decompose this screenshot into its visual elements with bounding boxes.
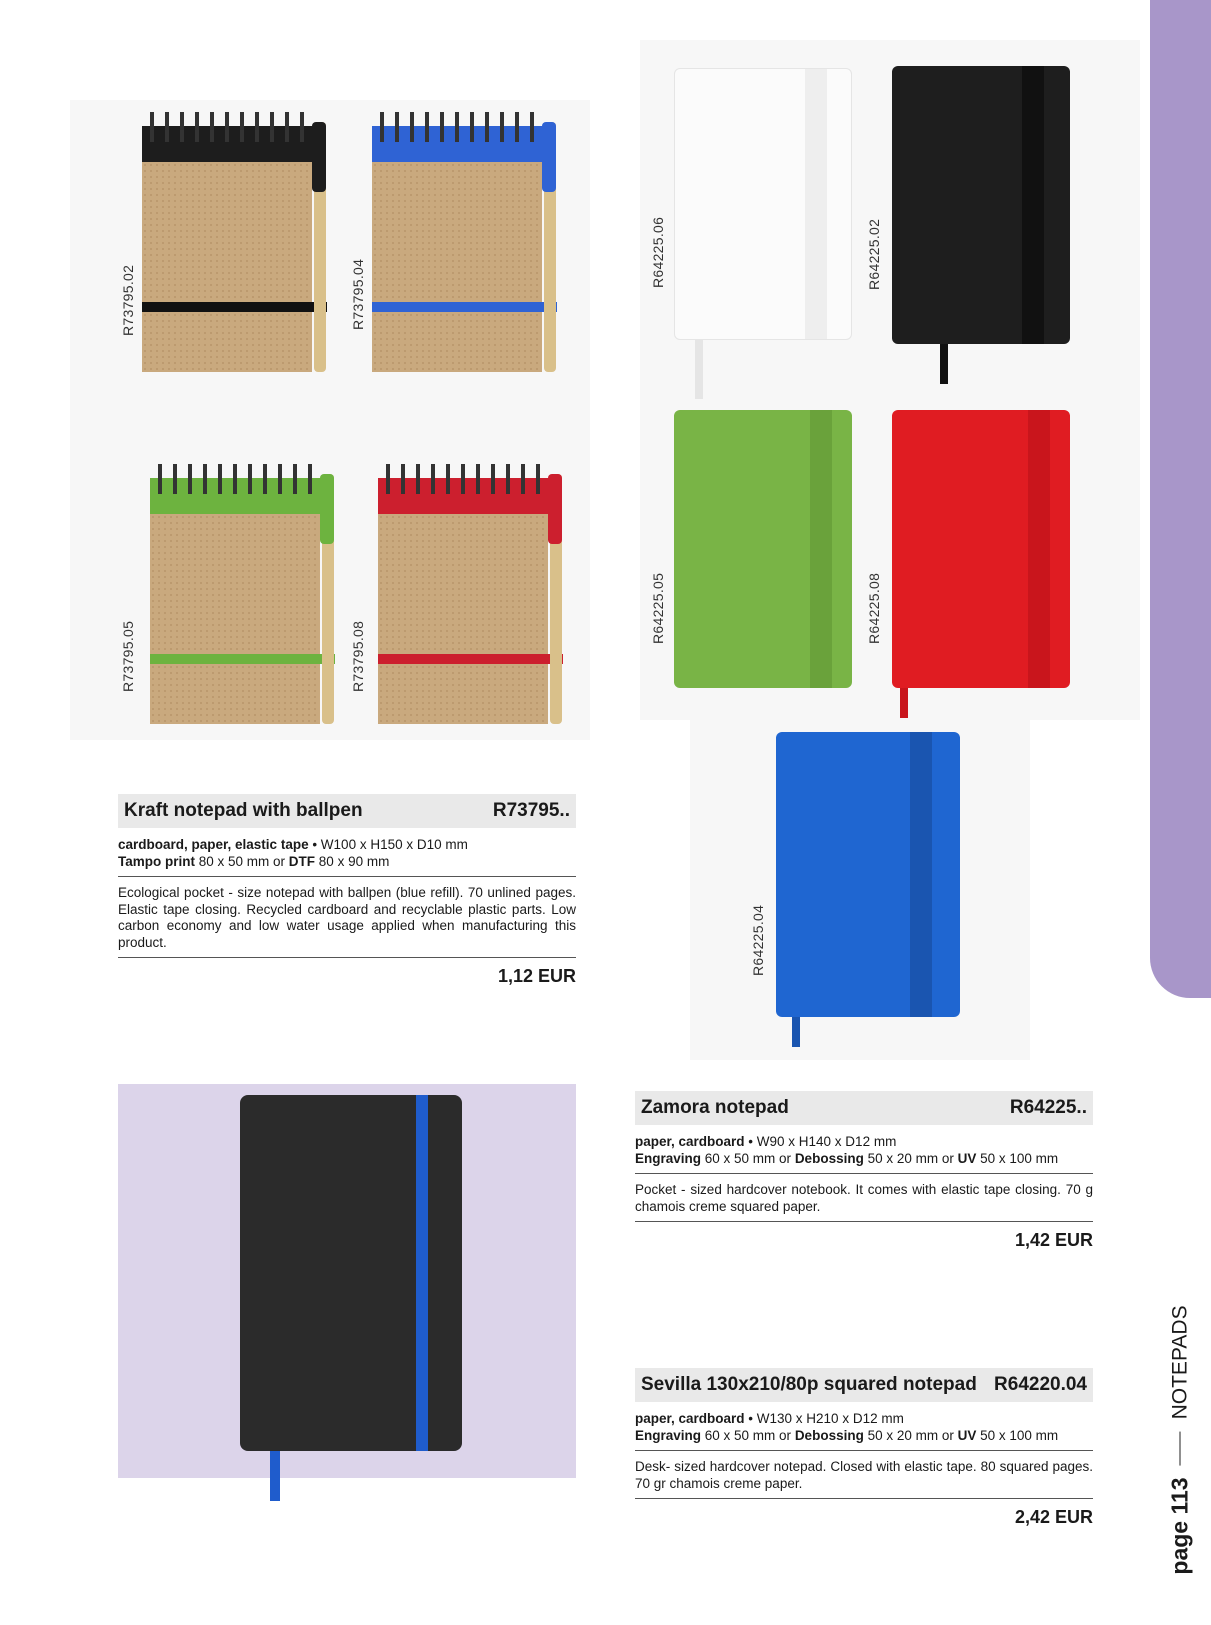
kraft-notepad-green — [150, 464, 320, 724]
print-method: Tampo print — [118, 854, 195, 869]
product-code: R64220.04 — [994, 1374, 1087, 1395]
print-size: 60 x 50 mm or — [701, 1151, 795, 1166]
page-number: page 113 — [1166, 1477, 1193, 1575]
product-code: R73795.. — [492, 800, 570, 821]
dimensions: • W130 x H210 x D12 mm — [744, 1411, 904, 1426]
sku-label: R64225.08 — [866, 572, 882, 644]
print-size: 60 x 50 mm or — [701, 1428, 795, 1443]
sku-label: R64225.04 — [750, 904, 766, 976]
print-method: Engraving — [635, 1428, 702, 1443]
product-description: Pocket - sized hardcover notebook. It comes with elastic tape closing. 70 g chamois creme squared paper. — [635, 1182, 1093, 1214]
sku-label: R73795.05 — [120, 620, 136, 692]
sku-label: R64225.02 — [866, 218, 882, 290]
print-size: 80 x 90 mm — [315, 854, 390, 869]
kraft-info — [118, 794, 576, 987]
zamora-green — [674, 410, 852, 688]
kraft-notepad-red — [378, 464, 548, 724]
materials: paper, cardboard — [635, 1411, 745, 1426]
divider — [635, 1173, 1093, 1174]
dimensions: • W90 x H140 x D12 mm — [744, 1134, 897, 1149]
zamora-blue — [776, 732, 960, 1017]
product-description: Ecological pocket - size notepad with ballpen (blue refill). 70 unlined pages. Elastic tape closing. Recycled cardboard and recyclable plastic parts. Low carbon economy and low water usage applied when manufacturing this product. — [118, 885, 576, 950]
product-price: 1,12 EUR — [497, 966, 576, 986]
product-specs — [635, 1133, 1093, 1167]
print-method: UV — [957, 1151, 977, 1166]
kraft-notepad-black — [142, 112, 312, 372]
print-method: Engraving — [635, 1151, 702, 1166]
product-description: Desk- sized hardcover notepad. Closed with elastic tape. 80 squared pages. 70 gr chamois creme paper. — [635, 1459, 1093, 1491]
divider — [1180, 1431, 1181, 1465]
product-price: 1,42 EUR — [1014, 1230, 1093, 1250]
product-name: Sevilla 130x210/80p squared notepad — [641, 1374, 977, 1395]
section-name: NOTEPADS — [1168, 1305, 1191, 1420]
divider — [635, 1450, 1093, 1451]
print-size: 50 x 20 mm or — [863, 1428, 958, 1443]
materials: cardboard, paper, elastic tape — [118, 837, 309, 852]
print-method: Debossing — [794, 1428, 864, 1443]
zamora-red — [892, 410, 1070, 688]
divider — [635, 1498, 1093, 1499]
product-title-bar — [118, 794, 576, 828]
zamora-white — [674, 68, 852, 340]
sevilla-info — [635, 1368, 1093, 1528]
product-specs — [118, 836, 576, 870]
product-specs — [635, 1410, 1093, 1444]
product-title-bar — [635, 1091, 1093, 1125]
print-method: Debossing — [794, 1151, 864, 1166]
section-tab — [1150, 0, 1211, 998]
product-name: Zamora notepad — [641, 1097, 789, 1118]
sku-label: R64225.05 — [650, 572, 666, 644]
print-method: DTF — [288, 854, 316, 869]
divider — [118, 876, 576, 877]
product-name: Kraft notepad with ballpen — [124, 800, 363, 821]
sku-label: R64225.06 — [650, 216, 666, 288]
sku-label: R73795.02 — [120, 264, 136, 336]
kraft-notepad-blue — [372, 112, 542, 372]
dimensions: • W100 x H150 x D10 mm — [308, 837, 468, 852]
product-price: 2,42 EUR — [1014, 1507, 1093, 1527]
divider — [635, 1221, 1093, 1222]
divider — [118, 957, 576, 958]
page-label — [1160, 1260, 1200, 1620]
product-code: R64225.. — [1009, 1097, 1087, 1118]
sevilla-notebook — [240, 1095, 462, 1451]
zamora-info — [635, 1091, 1093, 1251]
zamora-black — [892, 66, 1070, 344]
sku-label: R73795.04 — [350, 258, 366, 330]
product-title-bar — [635, 1368, 1093, 1402]
print-size: 80 x 50 mm or — [195, 854, 289, 869]
print-method: UV — [957, 1428, 977, 1443]
print-size: 50 x 20 mm or — [863, 1151, 958, 1166]
sku-label: R73795.08 — [350, 620, 366, 692]
materials: paper, cardboard — [635, 1134, 745, 1149]
print-size: 50 x 100 mm — [976, 1151, 1059, 1166]
print-size: 50 x 100 mm — [976, 1428, 1059, 1443]
